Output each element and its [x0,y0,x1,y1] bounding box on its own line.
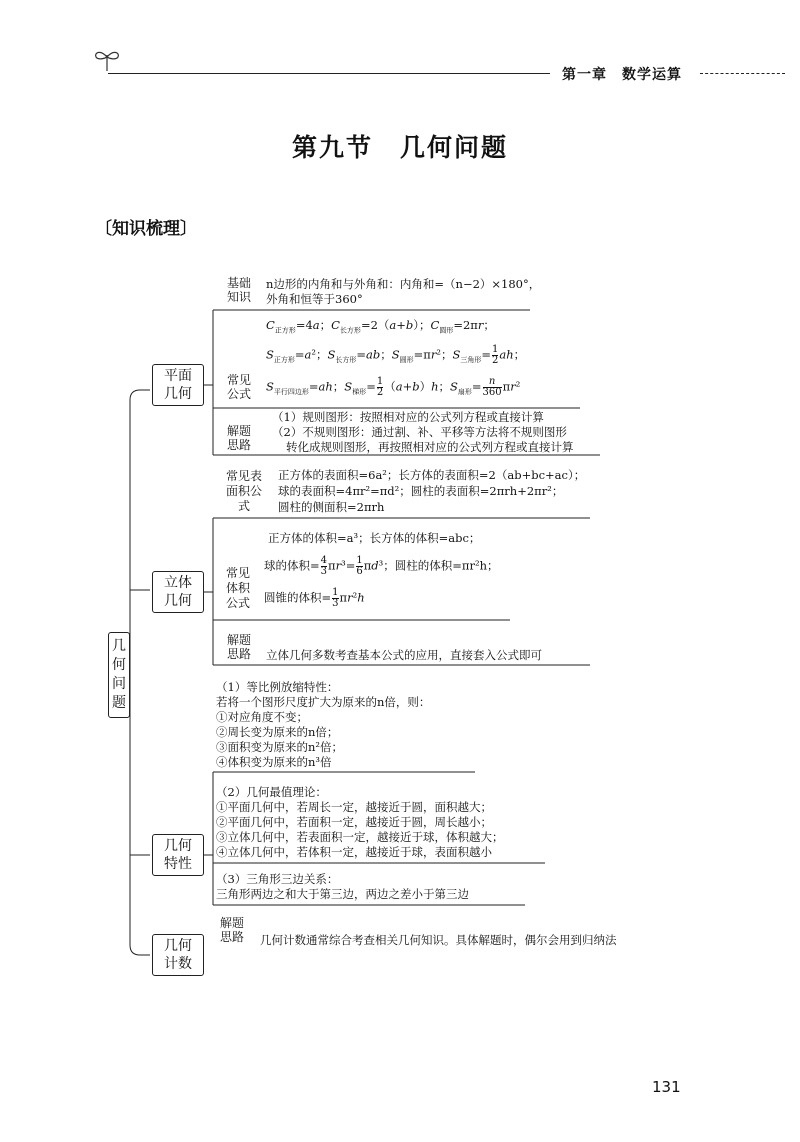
planar-method-label: 解题思路 [226,424,251,452]
solid-surface-3: 圆柱的侧面积=2πrh [278,500,385,514]
props-p2-3: ③立体几何中，若表面积一定，越接近于球，体积越大； [216,830,504,844]
page-title: 第九节 几何问题 [291,133,508,162]
planar-basic-1: n边形的内角和与外角和：内角和=（n−2）×180°， [266,277,541,291]
props-p1-1: 若将一个图形尺度扩大为原来的n倍，则： [216,695,431,709]
planar-formula-perimeter: $C_{正方形}=4a$；$C_{长方形}=2(a+b)$；$C_{圆形}=2\pi r$； [266,318,495,335]
props-p1-0: （1）等比例放缩特性： [216,680,339,694]
planar-basic-label: 基础知识 [226,276,251,304]
props-p1-3: ②周长变为原来的n倍； [216,725,339,739]
solid-label: 立体几何 [164,575,192,609]
page-number: 131 [652,1078,681,1096]
count-method: 几何计数通常综合考查相关几何知识。具体解题时，偶尔会用到归纳法 [260,933,617,947]
solid-surface-label: 常见表面积公式 [225,469,262,513]
props-p2-0: （2）几何最值理论： [216,785,327,799]
planar-formula-label: 常见公式 [226,373,251,401]
solid-method-label: 解题思路 [226,633,251,661]
props-p1-2: ①对应角度不变； [216,710,308,724]
planar-formula-area-1: $S_{正方形}=a^2$；$S_{长方形}=ab$；$S_{圆形}=\pi r^2$；$S_{三角形}=$ $\frac{1}{2}$ ah； [266,344,526,366]
props-p1-5: ④体积变为原来的n³倍 [216,755,332,769]
planar-method-2: （2）不规则图形：通过割、补、平移等方法将不规则图形 [272,425,567,439]
planar-label: 平面几何 [164,368,192,402]
planar-formula-area-2: $S_{平行四边形}=ah$；$S_{梯形}=$ $\frac{1}{2}$ （a+b）h；$S_{扇形}=$ $\frac{n}{360}$ πr² [266,376,521,398]
solid-surface-2: 球的表面积=4πr²=πd²；圆柱的表面积=2πrh+2πr²； [278,484,564,498]
count-method-label: 解题思路 [219,916,244,944]
planar-method-3: 转化成规则图形，再按照相对应的公式列方程或直接计算 [286,440,574,454]
count-node [152,934,204,976]
props-p2-1: ①平面几何中，若周长一定，越接近于圆，面积越大； [216,800,492,814]
props-node [152,834,204,876]
root-label: 几何问题 [112,638,126,711]
props-p2-4: ④立体几何中，若体积一定，越接近于球，表面积越小 [216,845,492,859]
solid-volume-label: 常见体积公式 [225,566,250,610]
solid-volume-3: 圆锥的体积= $\frac{1}{3}$ πr²h [264,587,365,609]
root-node [108,632,130,718]
props-label: 几何特性 [164,838,192,872]
section-heading: 〔知识梳理〕 [95,219,197,239]
solid-volume-2: 球的体积= $\frac{4}{3}$ πr³= $\frac{1}{6}$ πd³；圆柱的体积=πr²h； [264,555,499,577]
count-label: 几何计数 [164,938,192,972]
solid-method: 立体几何多数考查基本公式的应用，直接套入公式即可 [266,648,542,662]
props-p3-0: （3）三角形三边关系： [216,872,339,886]
planar-basic-2: 外角和恒等于360° [266,292,363,306]
planar-node [152,364,204,406]
chapter-title: 第一章 数学运算 [562,67,682,83]
props-p2-2: ②平面几何中，若面积一定，越接近于圆，周长越小； [216,815,492,829]
planar-method-1: （1）规则图形：按照相对应的公式列方程或直接计算 [272,410,544,424]
solid-node [152,571,204,613]
solid-surface-1: 正方体的表面积=6a²；长方体的表面积=2（ab+bc+ac）； [278,468,586,482]
props-p3-1: 三角形两边之和大于第三边，两边之差小于第三边 [216,887,469,901]
solid-volume-1: 正方体的体积=a³；长方体的体积=abc； [268,531,481,545]
solid-volume-cylinder: ；圆柱的体积=πr²h； [383,558,499,573]
props-p1-4: ③面积变为原来的n²倍； [216,740,344,754]
